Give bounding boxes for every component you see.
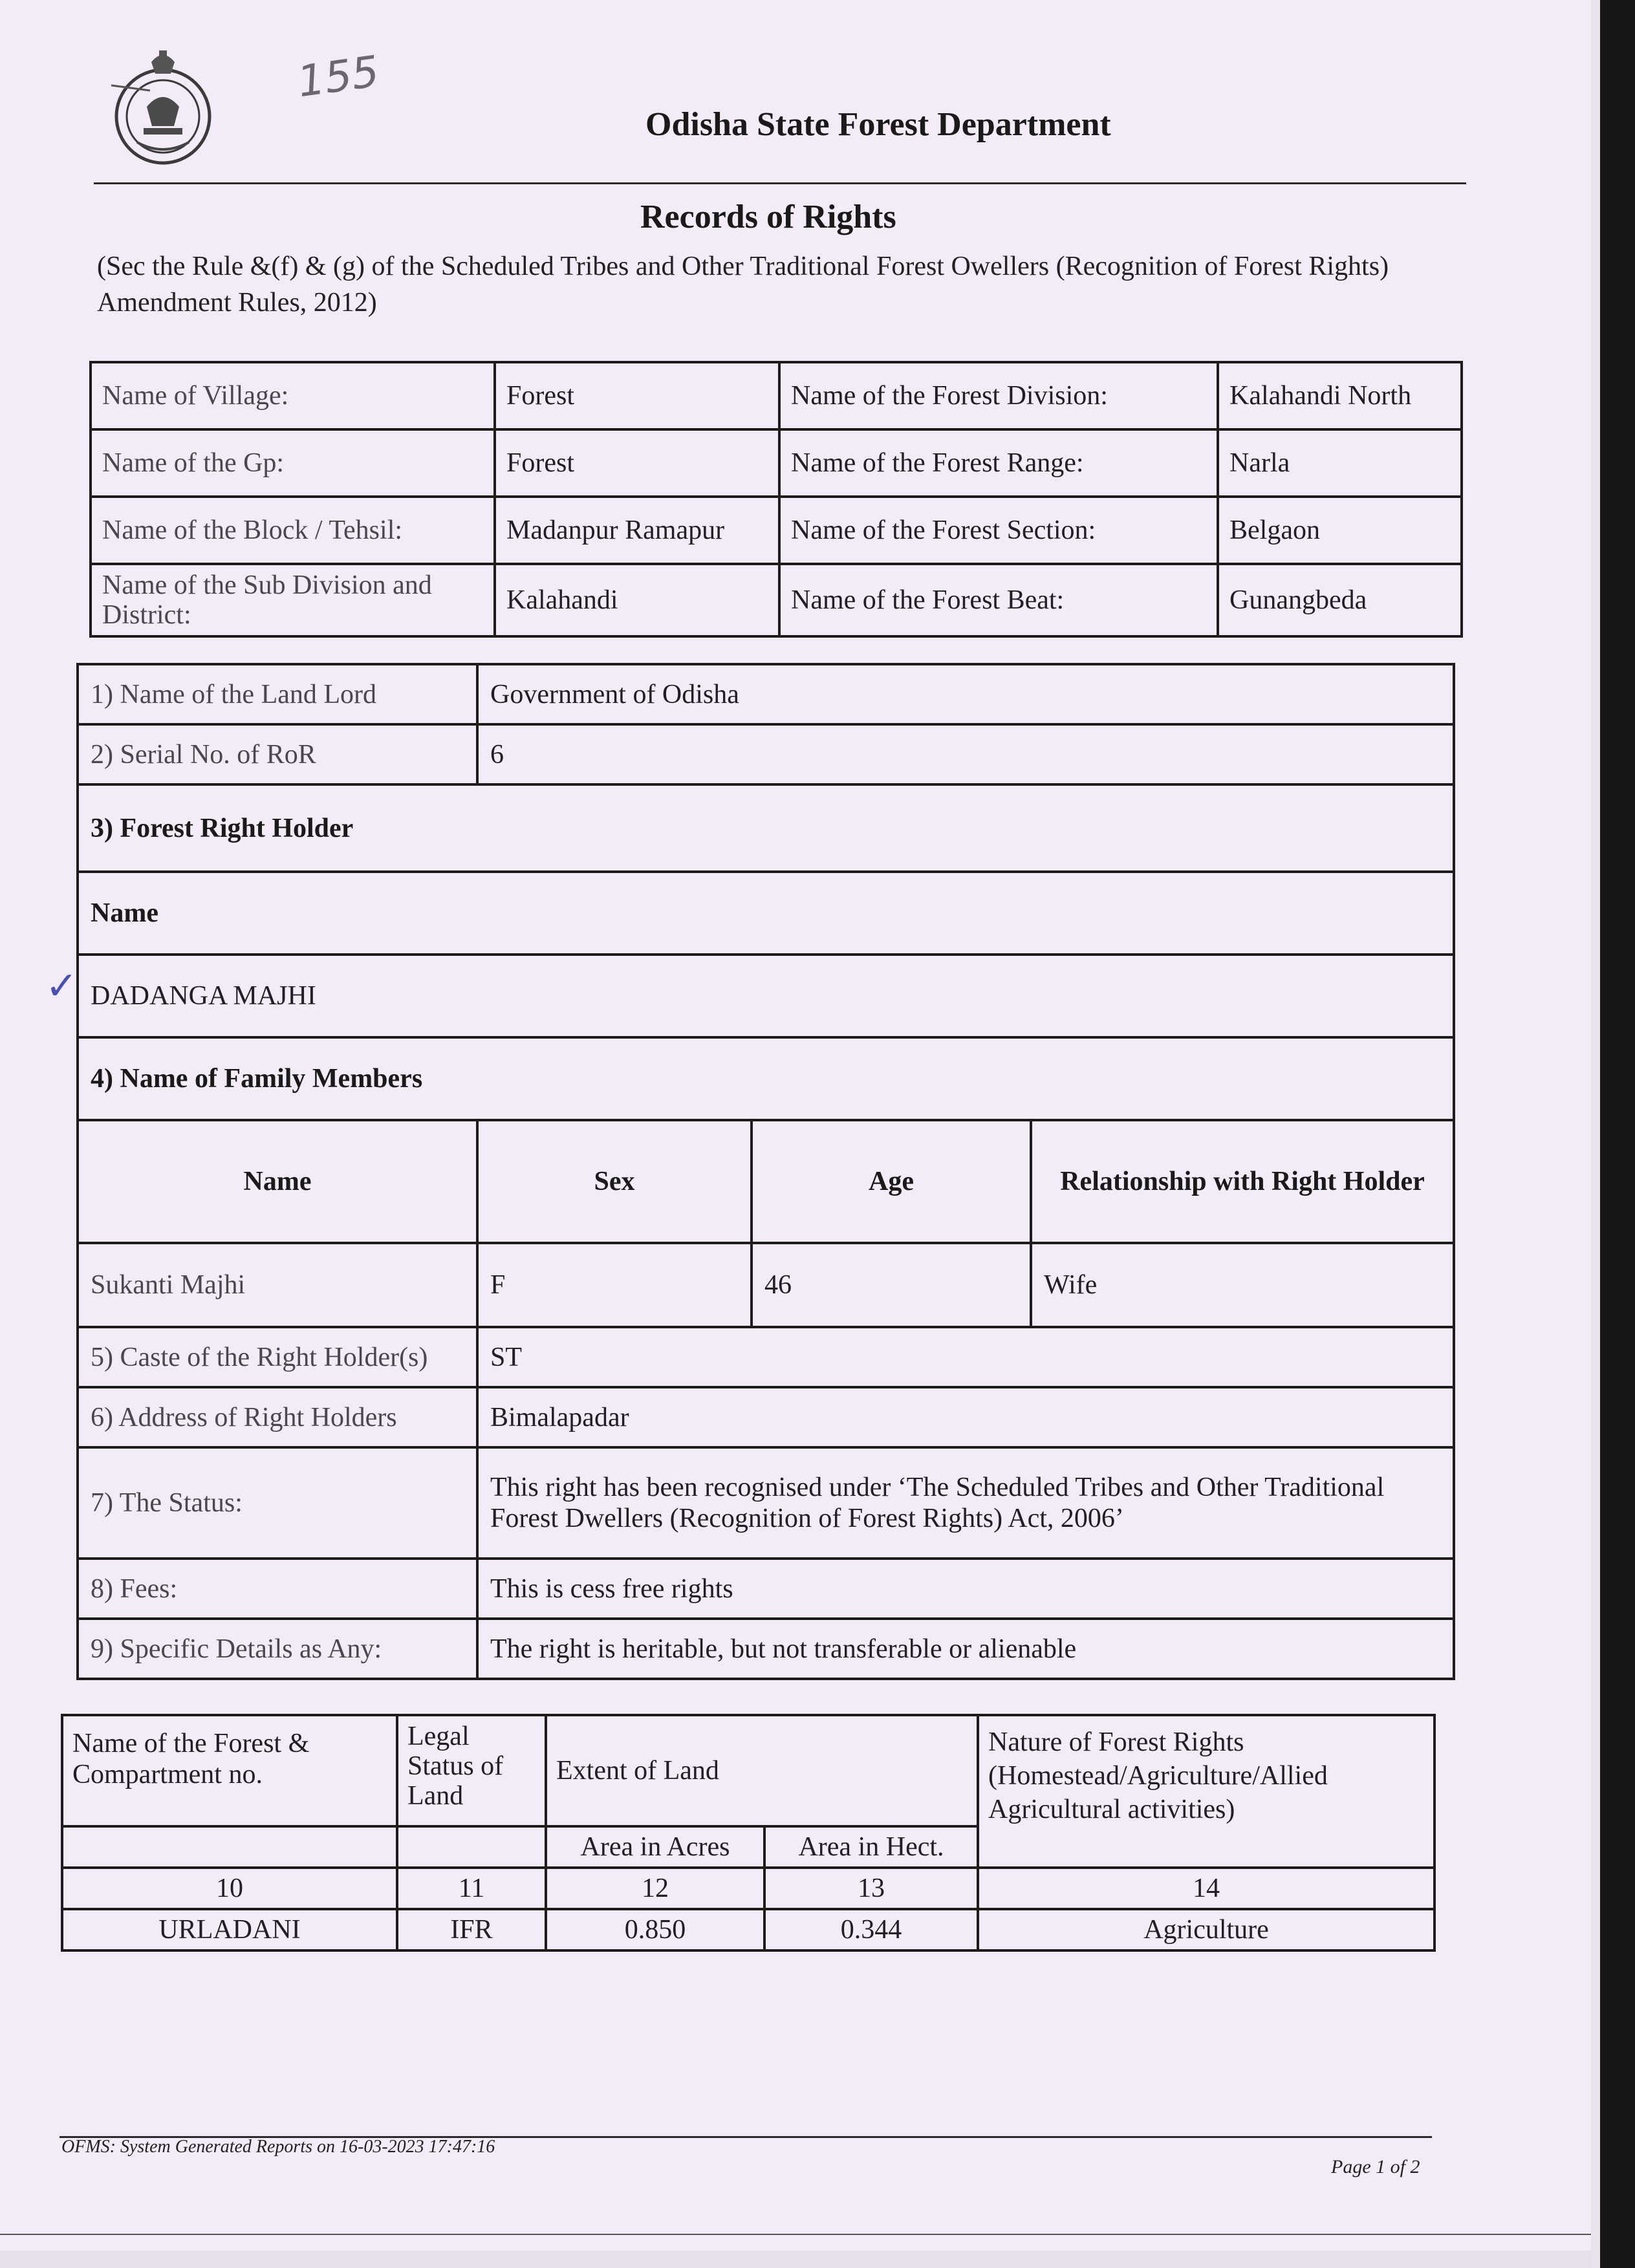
table-row <box>78 955 1454 1037</box>
caste-value: ST <box>477 1327 1454 1387</box>
subdivision-label: Name of the Sub Division and District: <box>91 564 495 636</box>
header-divider <box>94 182 1466 184</box>
division-value: Kalahandi North <box>1218 362 1462 429</box>
col-number: 10 <box>62 1868 397 1909</box>
family-member-row <box>78 1243 1454 1327</box>
fees-value: This is cess free rights <box>477 1559 1454 1619</box>
land-number-row <box>62 1868 1435 1909</box>
status-line-1: This right has been recognised under ‘The Scheduled Tribes and Other Traditional <box>490 1473 1385 1502</box>
division-label: Name of the Forest Division: <box>779 362 1218 429</box>
record-table <box>76 663 1455 1680</box>
col-number: 14 <box>978 1868 1435 1909</box>
table-row <box>91 362 1462 429</box>
table-row <box>78 1387 1454 1447</box>
village-value: Forest <box>495 362 779 429</box>
area-hect: 0.344 <box>764 1909 978 1950</box>
gp-value: Forest <box>495 429 779 497</box>
legal-subheader <box>397 1826 546 1868</box>
scan-right-edge <box>1591 0 1635 2268</box>
details-value: The right is heritable, but not transferable or alienable <box>477 1619 1454 1679</box>
status-label: 7) The Status: <box>78 1447 477 1559</box>
table-row <box>78 872 1454 955</box>
table-row <box>78 1037 1454 1120</box>
block-value: Madanpur Ramapur <box>495 497 779 564</box>
table-row <box>78 1619 1454 1679</box>
land-data-row <box>62 1909 1435 1950</box>
forest-col-header: Name of the Forest & Compartment no. <box>62 1715 397 1826</box>
range-label: Name of the Forest Range: <box>779 429 1218 497</box>
col-number: 12 <box>546 1868 764 1909</box>
member-age: 46 <box>752 1243 1031 1327</box>
generated-timestamp: OFMS: System Generated Reports on 16-03-2023 17:47:16 <box>61 2137 495 2157</box>
forest-name: URLADANI <box>62 1909 397 1950</box>
table-row <box>78 1447 1454 1559</box>
table-row <box>78 1327 1454 1387</box>
address-label: 6) Address of Right Holders <box>78 1387 477 1447</box>
holder-heading: 3) Forest Right Holder <box>78 784 1454 872</box>
forest-subheader <box>62 1826 397 1868</box>
rule-reference: (Sec the Rule &(f) & (g) of the Scheduled Tribes and Other Traditional Forest Owellers (Recognition of Forest Rights) Amendment Rules, 2012) <box>97 252 1389 318</box>
family-col-name: Name <box>78 1120 477 1243</box>
section-label: Name of the Forest Section: <box>779 497 1218 564</box>
table-row <box>78 784 1454 872</box>
scan-edge-line <box>0 2234 1591 2235</box>
nature-col-header: Nature of Forest Rights (Homestead/Agriculture/Allied Agricultural activities) <box>978 1715 1435 1868</box>
family-col-age: Age <box>752 1120 1031 1243</box>
page-number: Page 1 of 2 <box>1331 2156 1420 2177</box>
section-value: Belgaon <box>1218 497 1462 564</box>
status-value <box>477 1447 1454 1559</box>
gp-label: Name of the Gp: <box>91 429 495 497</box>
location-table <box>89 361 1463 638</box>
member-sex: F <box>477 1243 752 1327</box>
hect-subheader: Area in Hect. <box>764 1826 978 1868</box>
range-value: Narla <box>1218 429 1462 497</box>
land-table <box>61 1714 1436 1952</box>
nature-of-rights: Agriculture <box>978 1909 1435 1950</box>
family-heading: 4) Name of Family Members <box>78 1037 1454 1120</box>
caste-label: 5) Caste of the Right Holder(s) <box>78 1327 477 1387</box>
table-row <box>78 1559 1454 1619</box>
member-relationship: Wife <box>1031 1243 1454 1327</box>
table-row <box>91 429 1462 497</box>
family-col-relationship: Relationship with Right Holder <box>1031 1120 1454 1243</box>
holder-name: DADANGA MAJHI <box>78 955 1454 1037</box>
landlord-value: Government of Odisha <box>477 664 1454 724</box>
family-header-row <box>78 1120 1454 1243</box>
serial-value: 6 <box>477 724 1454 784</box>
table-row <box>91 564 1462 636</box>
details-label: 9) Specific Details as Any: <box>78 1619 477 1679</box>
address-value: Bimalapadar <box>477 1387 1454 1447</box>
serial-label: 2) Serial No. of RoR <box>78 724 477 784</box>
extent-col-header: Extent of Land <box>546 1715 978 1826</box>
table-row <box>91 497 1462 564</box>
beat-label: Name of the Forest Beat: <box>779 564 1218 636</box>
department-title: Odisha State Forest Department <box>645 106 1111 143</box>
legal-col-header: Legal Status of Land <box>397 1715 546 1826</box>
handwritten-note: 155 <box>294 46 382 107</box>
table-row <box>78 724 1454 784</box>
page-title: Records of Rights <box>640 199 896 235</box>
village-label: Name of Village: <box>91 362 495 429</box>
checkmark-icon: ✓ <box>45 964 78 1009</box>
status-line-2: Forest Dwellers (Recognition of Forest Rights) Act, 2006’ <box>490 1504 1124 1533</box>
subdivision-value: Kalahandi <box>495 564 779 636</box>
odisha-emblem-icon <box>111 45 215 168</box>
land-header-row <box>62 1715 1435 1826</box>
col-number: 11 <box>397 1868 546 1909</box>
beat-value: Gunangbeda <box>1218 564 1462 636</box>
area-acres: 0.850 <box>546 1909 764 1950</box>
legal-status: IFR <box>397 1909 546 1950</box>
landlord-label: 1) Name of the Land Lord <box>78 664 477 724</box>
scan-bottom-edge <box>0 2251 1591 2268</box>
holder-name-heading: Name <box>78 872 1454 955</box>
col-number: 13 <box>764 1868 978 1909</box>
fees-label: 8) Fees: <box>78 1559 477 1619</box>
family-col-sex: Sex <box>477 1120 752 1243</box>
block-label: Name of the Block / Tehsil: <box>91 497 495 564</box>
table-row <box>78 664 1454 724</box>
acres-subheader: Area in Acres <box>546 1826 764 1868</box>
member-name: Sukanti Majhi <box>78 1243 477 1327</box>
